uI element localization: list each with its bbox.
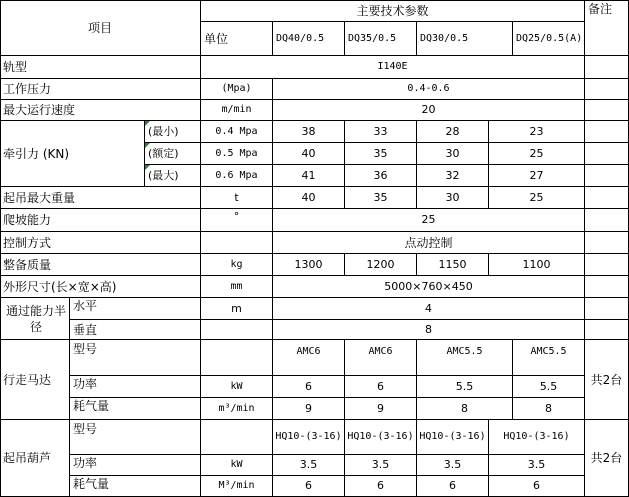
hoist-model-label: 型号 xyxy=(70,420,201,455)
max-lift-unit: t xyxy=(201,187,273,209)
speed-remark xyxy=(585,100,629,121)
traction-max-label: (最大) xyxy=(145,165,201,187)
pressure-label: 工作压力 xyxy=(0,79,201,100)
dimensions-unit: mm xyxy=(201,276,273,298)
hoist-air-label: 耗气量 xyxy=(70,476,201,497)
hoist-air-v2: 6 xyxy=(345,476,417,497)
speed-value: 20 xyxy=(273,100,585,121)
travel-motor-power-v4: 5.5 xyxy=(513,376,585,398)
traction-rated-v3: 30 xyxy=(417,143,489,165)
hoist-power-v1: 3.5 xyxy=(273,455,345,476)
control-label: 控制方式 xyxy=(0,232,201,254)
weight-v1: 1300 xyxy=(273,254,345,276)
cell-marker xyxy=(145,165,150,170)
header-model-2: DQ35/0.5 xyxy=(345,22,417,56)
travel-motor-air-v3: 8 xyxy=(417,398,513,420)
traction-min-label: (最小) xyxy=(145,121,201,143)
travel-motor-power-unit: kW xyxy=(201,376,273,398)
header-item: 项目 xyxy=(0,0,201,56)
hoist-air-v4: 6 xyxy=(489,476,585,497)
traction-rated-label: (额定) xyxy=(145,143,201,165)
hoist-label: 起吊葫芦 xyxy=(0,420,70,497)
header-unit: 单位 xyxy=(201,22,273,56)
track-label: 轨型 xyxy=(0,56,201,79)
max-lift-v2: 35 xyxy=(345,187,417,209)
radius-horizontal-remark xyxy=(585,298,629,320)
max-lift-v3: 30 xyxy=(417,187,489,209)
hoist-power-label: 功率 xyxy=(70,455,201,476)
hoist-power-v4: 3.5 xyxy=(489,455,585,476)
track-remark xyxy=(585,56,629,79)
control-remark xyxy=(585,232,629,254)
header-model-3: DQ30/0.5 xyxy=(417,22,513,56)
hoist-power-v2: 3.5 xyxy=(345,455,417,476)
weight-v3: 1150 xyxy=(417,254,489,276)
pressure-unit: (Mpa) xyxy=(201,79,273,100)
weight-remark xyxy=(585,254,629,276)
dimensions-remark xyxy=(585,276,629,298)
hoist-air-v3: 6 xyxy=(417,476,489,497)
dimensions-label: 外形尺寸(长×宽×高) xyxy=(0,276,201,298)
speed-unit: m/min xyxy=(201,100,273,121)
traction-max-v3: 32 xyxy=(417,165,489,187)
traction-rated-unit: 0.5 Mpa xyxy=(201,143,273,165)
hoist-air-v1: 6 xyxy=(273,476,345,497)
max-lift-remark xyxy=(585,187,629,209)
hoist-model-v1: HQ10-(3-16) xyxy=(273,420,345,455)
control-value: 点动控制 xyxy=(273,232,585,254)
radius-vertical-label: 垂直 xyxy=(70,320,201,340)
weight-v2: 1200 xyxy=(345,254,417,276)
travel-motor-air-v1: 9 xyxy=(273,398,345,420)
cell-marker xyxy=(145,143,150,148)
hoist-power-unit: kW xyxy=(201,455,273,476)
climb-unit: ° xyxy=(201,209,273,232)
traction-min-v2: 33 xyxy=(345,121,417,143)
speed-label: 最大运行速度 xyxy=(0,100,201,121)
weight-v4: 1100 xyxy=(489,254,585,276)
traction-min-remark xyxy=(585,121,629,143)
travel-motor-power-v2: 6 xyxy=(345,376,417,398)
travel-motor-remark: 共2台 xyxy=(585,340,629,420)
traction-min-v3: 28 xyxy=(417,121,489,143)
travel-motor-model-unit xyxy=(201,340,273,376)
traction-max-unit: 0.6 Mpa xyxy=(201,165,273,187)
hoist-model-v3: HQ10-(3-16) xyxy=(417,420,489,455)
traction-rated-v2: 35 xyxy=(345,143,417,165)
weight-label: 整备质量 xyxy=(0,254,201,276)
hoist-model-v2: HQ10-(3-16) xyxy=(345,420,417,455)
radius-horizontal-unit: m xyxy=(201,298,273,320)
traction-min-v4: 23 xyxy=(489,121,585,143)
radius-vertical-remark xyxy=(585,320,629,340)
traction-max-v1: 41 xyxy=(273,165,345,187)
radius-label: 通过能力半径 xyxy=(0,298,70,340)
traction-max-v2: 36 xyxy=(345,165,417,187)
traction-max-remark xyxy=(585,165,629,187)
header-remarks: 备注 xyxy=(585,0,629,56)
weight-unit: kg xyxy=(201,254,273,276)
travel-motor-air-unit: m³/min xyxy=(201,398,273,420)
max-lift-v4: 25 xyxy=(489,187,585,209)
travel-motor-model-v2: AMC6 xyxy=(345,340,417,376)
hoist-remark: 共2台 xyxy=(585,420,629,497)
climb-remark xyxy=(585,209,629,232)
travel-motor-model-label: 型号 xyxy=(70,340,201,376)
max-lift-v1: 40 xyxy=(273,187,345,209)
traction-rated-v1: 40 xyxy=(273,143,345,165)
travel-motor-model-v1: AMC6 xyxy=(273,340,345,376)
travel-motor-air-v2: 9 xyxy=(345,398,417,420)
control-unit xyxy=(201,232,273,254)
traction-label: 牵引力 (KN) xyxy=(0,121,145,187)
traction-min-unit: 0.4 Mpa xyxy=(201,121,273,143)
traction-rated-remark xyxy=(585,143,629,165)
travel-motor-power-v1: 6 xyxy=(273,376,345,398)
radius-horizontal-value: 4 xyxy=(273,298,585,320)
hoist-model-v4: HQ10-(3-16) xyxy=(489,420,585,455)
travel-motor-model-v4: AMC5.5 xyxy=(513,340,585,376)
header-main-params: 主要技术参数 xyxy=(201,0,585,22)
climb-value: 25 xyxy=(273,209,585,232)
hoist-air-unit: M³/min xyxy=(201,476,273,497)
travel-motor-label: 行走马达 xyxy=(0,340,70,420)
header-model-1: DQ40/0.5 xyxy=(273,22,345,56)
pressure-value: 0.4-0.6 xyxy=(273,79,585,100)
radius-horizontal-label: 水平 xyxy=(70,298,201,320)
track-value: I140E xyxy=(201,56,585,79)
climb-label: 爬坡能力 xyxy=(0,209,201,232)
traction-min-v1: 38 xyxy=(273,121,345,143)
travel-motor-air-label: 耗气量 xyxy=(70,398,201,420)
dimensions-value: 5000×760×450 xyxy=(273,276,585,298)
max-lift-label: 起吊最大重量 xyxy=(0,187,201,209)
cell-marker xyxy=(145,121,150,126)
traction-max-v4: 27 xyxy=(489,165,585,187)
pressure-remark xyxy=(585,79,629,100)
hoist-model-unit xyxy=(201,420,273,455)
travel-motor-power-label: 功率 xyxy=(70,376,201,398)
radius-vertical-unit xyxy=(201,320,273,340)
hoist-power-v3: 3.5 xyxy=(417,455,489,476)
traction-rated-v4: 25 xyxy=(489,143,585,165)
header-model-4: DQ25/0.5(A) xyxy=(513,22,585,56)
travel-motor-model-v3: AMC5.5 xyxy=(417,340,513,376)
radius-vertical-value: 8 xyxy=(273,320,585,340)
travel-motor-air-v4: 8 xyxy=(513,398,585,420)
travel-motor-power-v3: 5.5 xyxy=(417,376,513,398)
